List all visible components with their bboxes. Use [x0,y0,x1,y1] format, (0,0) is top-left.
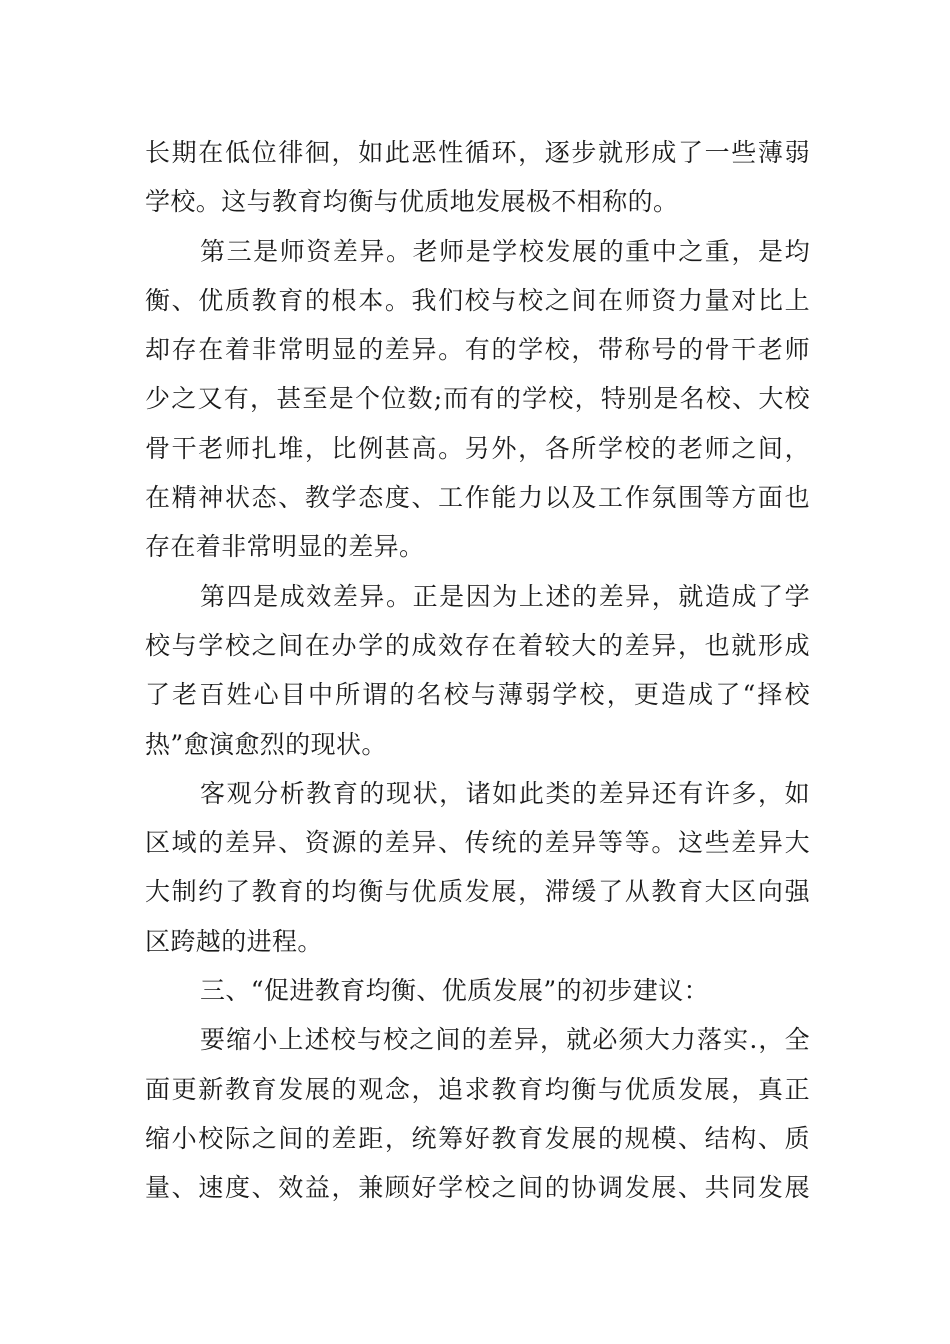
text-line: 校与学校之间在办学的成效存在着较大的差异，也就形成 [145,630,810,660]
text-line: 第四是成效差异。正是因为上述的差异，就造成了学 [200,581,810,611]
text-line: 面更新教育发展的观念，追求教育均衡与优质发展，真正 [145,1074,810,1104]
document-body-text [145,128,810,1213]
text-line: 大制约了教育的均衡与优质发展，滞缓了从教育大区向强 [145,877,810,907]
text-line: 区域的差异、资源的差异、传统的差异等等。这些差异大 [145,828,810,858]
text-line: 了老百姓心目中所谓的名校与薄弱学校，更造成了“择校 [145,680,810,710]
text-line: 第三是师资差异。老师是学校发展的重中之重，是均 [200,236,810,266]
text-line: 区跨越的进程。 [145,926,323,956]
text-line: 学校。这与教育均衡与优质地发展极不相称的。 [145,187,679,217]
text-line: 骨干老师扎堆，比例甚高。另外，各所学校的老师之间， [145,433,810,463]
text-line: 热”愈演愈烈的现状。 [145,729,387,759]
text-line: 衡、优质教育的根本。我们校与校之间在师资力量对比上 [145,285,810,315]
text-line: 要缩小上述校与校之间的差异，就必须大力落实.，全 [200,1025,810,1055]
text-line: 客观分析教育的现状，诸如此类的差异还有许多，如 [200,778,810,808]
text-line: 在精神状态、教学态度、工作能力以及工作氛围等方面也 [145,483,810,513]
text-line: 三、“促进教育均衡、优质发展”的初步建议： [200,976,709,1006]
text-line: 少之又有，甚至是个位数;而有的学校，特别是名校、大校 [145,384,810,414]
text-line: 却存在着非常明显的差异。有的学校，带称号的骨干老师 [145,335,810,365]
text-line: 存在着非常明显的差异。 [145,532,425,562]
text-line: 长期在低位徘徊，如此恶性循环，逐步就形成了一些薄弱 [145,138,810,167]
text-line: 量、速度、效益，兼顾好学校之间的协调发展、共同发展 [145,1173,810,1203]
text-line: 缩小校际之间的差距，统筹好教育发展的规模、结构、质 [145,1123,810,1153]
